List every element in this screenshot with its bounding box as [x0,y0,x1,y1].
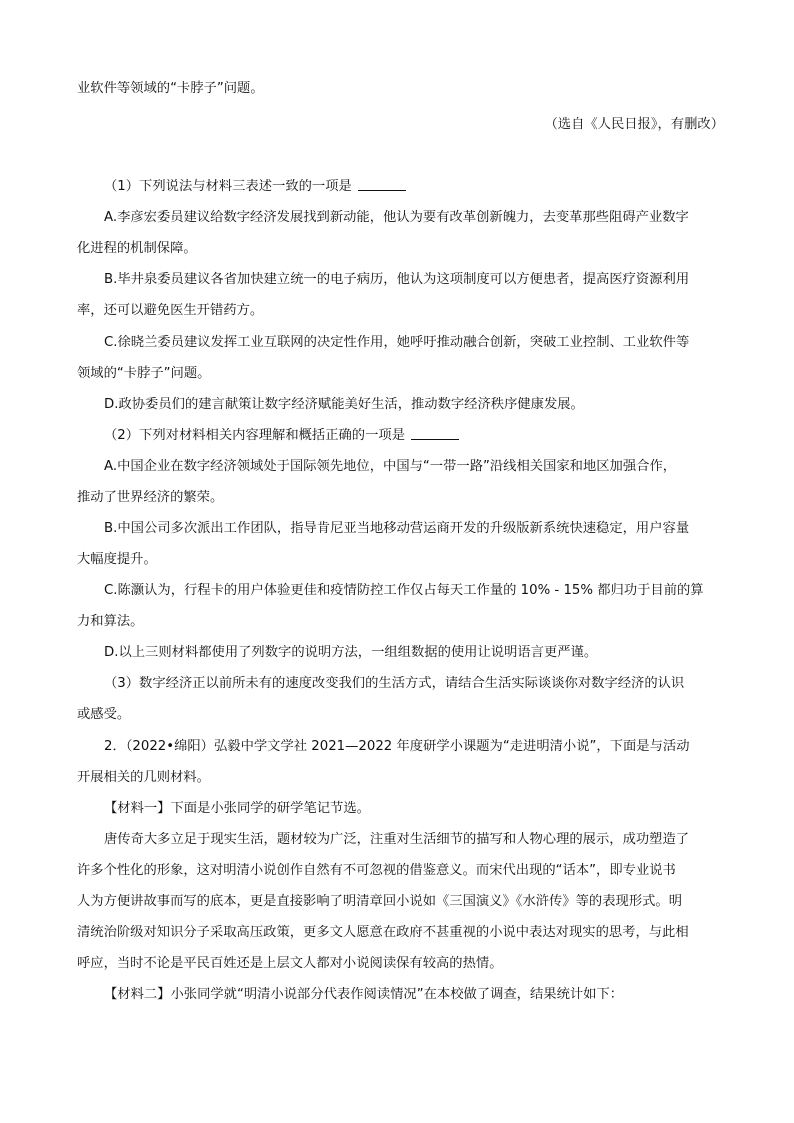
question-2-stem [104,425,459,446]
question-2-title: 2．（2022•绵阳）弘毅中学文学社 2021—2022 年度研学小课题为“走进明清小说”，下面是与活动 [104,739,690,754]
option-line: A.中国企业在数字经济领域处于国际领先地位，中国与“一带一路”沿线相关国家和地区加强合作， [104,459,677,474]
option-line: D.政协委员们的建言献策让数字经济赋能美好生活，推动数字经济秩序健康发展。 [104,397,584,412]
answer-blank[interactable] [411,426,459,440]
text-line: 或感受。 [77,707,131,722]
option-line: 率，还可以避免医生开错药方。 [77,303,264,318]
option-line: 推动了世界经济的繁荣。 [77,490,224,505]
material-1-heading: 【材料一】下面是小张同学的研学笔记节选。 [104,801,370,816]
option-line: 大幅度提升。 [77,552,157,567]
option-line: C.陈灏认为，行程卡的用户体验更佳和疫情防控工作仅占每天工作量的 10% - 15% 都归功于目前的算 [104,583,704,598]
paragraph-line: 人为方便讲故事而写的底本，更是直接影响了明清章回小说如《三国演义》《水浒传》等的表现形式。明 [77,894,683,909]
answer-blank[interactable] [358,177,406,191]
option-line: B.毕井泉委员建议各省加快建立统一的电子病历，他认为这项制度可以方便患者，提高医疗资源利用 [104,272,690,287]
question-3-stem: （3）数字经济正以前所未有的速度改变我们的生活方式，请结合生活实际谈谈你对数字经济的认识 [104,676,685,691]
paragraph-line: 清统治阶级对知识分子采取高压政策，更多文人愿意在政府不甚重视的小说中表达对现实的思考，与此相 [77,925,689,940]
text-line: 开展相关的几则材料。 [77,770,210,785]
option-line: 力和算法。 [77,614,144,629]
paragraph-line: 呼应，当时不论是平民百姓还是上层文人都对小说阅读保有较高的热情。 [77,956,503,971]
question-text: （2）下列对材料相关内容理解和概括正确的一项是 [104,428,405,443]
option-line: A.李彦宏委员建议给数字经济发展找到新动能，他认为要有改革创新魄力，去变革那些阻碍产业数字 [104,210,689,225]
question-1-stem [104,176,406,197]
source-citation: （选自《人民日报》，有删改） [544,117,724,132]
option-line: 化进程的机制保障。 [77,241,197,256]
option-line: B.中国公司多次派出工作团队，指导肯尼亚当地移动营运商开发的升级版新系统快速稳定，用户容量 [104,521,690,536]
option-line: D.以上三则材料都使用了列数字的说明方法，一组组数据的使用让说明语言更严谨。 [104,645,598,660]
option-line: 领域的“卡脖子”问题。 [77,366,211,381]
paragraph-line: 唐传奇大多立足于现实生活，题材较为广泛，注重对生活细节的描写和人物心理的展示，成功塑造了 [104,832,690,847]
question-text: （1）下列说法与材料三表述一致的一项是 [104,179,352,194]
material-2-heading: 【材料二】小张同学就“明清小说部分代表作阅读情况”在本校做了调查，结果统计如下： [104,987,624,1002]
option-line: C.徐晓兰委员建议发挥工业互联网的决定性作用，她呼吁推动融合创新，突破工业控制、工业软件等 [104,335,690,350]
text-line: 业软件等领域的“卡脖子”问题。 [77,81,264,96]
paragraph-line: 许多个性化的形象，这对明清小说创作自然有不可忽视的借鉴意义。而宋代出现的“话本”，即专业说书 [77,863,676,878]
